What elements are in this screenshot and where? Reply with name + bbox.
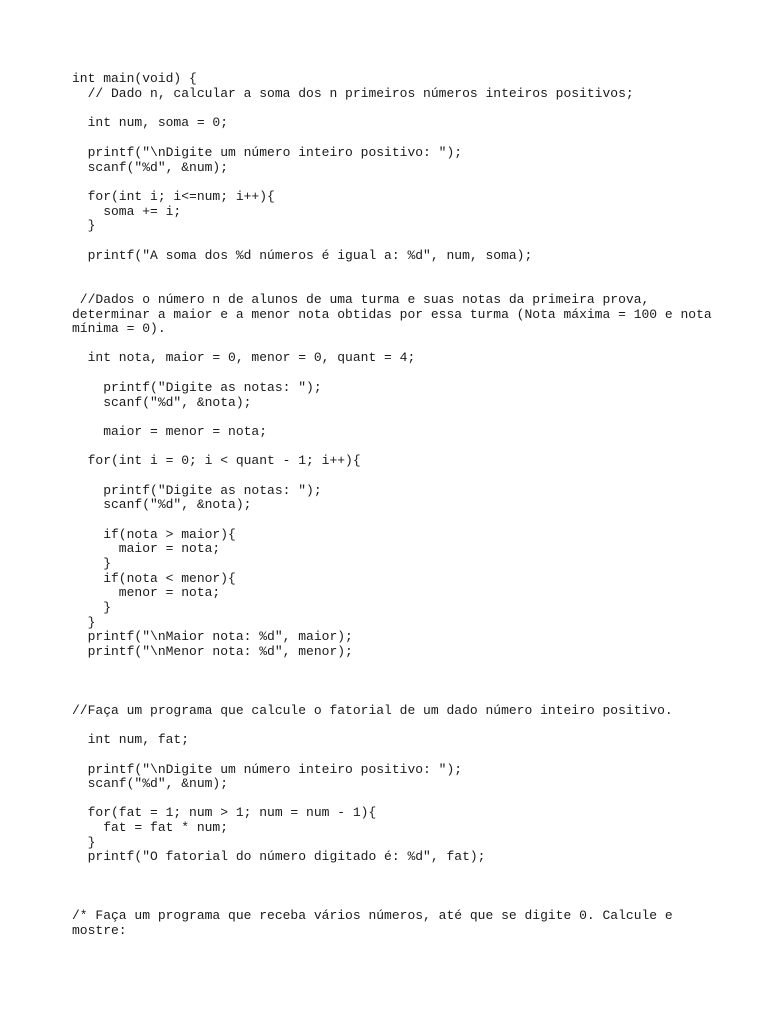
- code-line: if(nota > maior){: [72, 527, 236, 542]
- comment-line: mínima = 0).: [72, 321, 166, 336]
- code-line: printf("\nMaior nota: %d", maior);: [72, 629, 353, 644]
- code-line: }: [72, 218, 96, 233]
- code-line: scanf("%d", &num);: [72, 776, 229, 791]
- code-line: scanf("%d", &num);: [72, 160, 229, 175]
- code-line: }: [72, 556, 112, 571]
- code-line: printf("A soma dos %d números é igual a: %d", num, soma);: [72, 248, 533, 263]
- code-line: printf("\nMenor nota: %d", menor);: [72, 644, 353, 659]
- comment-line: /* Faça um programa que receba vários números, até que se digite 0. Calcule e: [72, 908, 673, 923]
- code-line: printf("O fatorial do número digitado é: %d", fat);: [72, 849, 486, 864]
- code-line: int nota, maior = 0, menor = 0, quant = 4;: [72, 350, 416, 365]
- code-line: printf("\nDigite um número inteiro positivo: ");: [72, 762, 463, 777]
- code-line: maior = menor = nota;: [72, 424, 268, 439]
- comment-line: mostre:: [72, 923, 127, 938]
- code-line: fat = fat * num;: [72, 820, 229, 835]
- code-line: menor = nota;: [72, 585, 221, 600]
- code-line: int num, soma = 0;: [72, 115, 229, 130]
- code-line: printf("Digite as notas: ");: [72, 483, 322, 498]
- code-line: for(fat = 1; num > 1; num = num - 1){: [72, 805, 377, 820]
- code-line: if(nota < menor){: [72, 571, 236, 586]
- comment-line: // Dado n, calcular a soma dos n primeiros números inteiros positivos;: [72, 86, 634, 101]
- code-line: }: [72, 835, 96, 850]
- code-line: printf("Digite as notas: ");: [72, 380, 322, 395]
- comment-line: determinar a maior e a menor nota obtidas por essa turma (Nota máxima = 100 e nota: [72, 307, 712, 322]
- comment-line: //Faça um programa que calcule o fatorial de um dado número inteiro positivo.: [72, 703, 673, 718]
- code-line: }: [72, 615, 96, 630]
- code-line: }: [72, 600, 112, 615]
- comment-line: //Dados o número n de alunos de uma turma e suas notas da primeira prova,: [72, 292, 650, 307]
- code-line: maior = nota;: [72, 541, 221, 556]
- code-line: scanf("%d", &nota);: [72, 395, 252, 410]
- code-line: int main(void) {: [72, 71, 197, 86]
- code-line: scanf("%d", &nota);: [72, 497, 252, 512]
- code-line: for(int i = 0; i < quant - 1; i++){: [72, 453, 361, 468]
- code-line: int num, fat;: [72, 732, 190, 747]
- code-line: for(int i; i<=num; i++){: [72, 189, 275, 204]
- code-line: printf("\nDigite um número inteiro positivo: ");: [72, 145, 463, 160]
- code-line: soma += i;: [72, 204, 182, 219]
